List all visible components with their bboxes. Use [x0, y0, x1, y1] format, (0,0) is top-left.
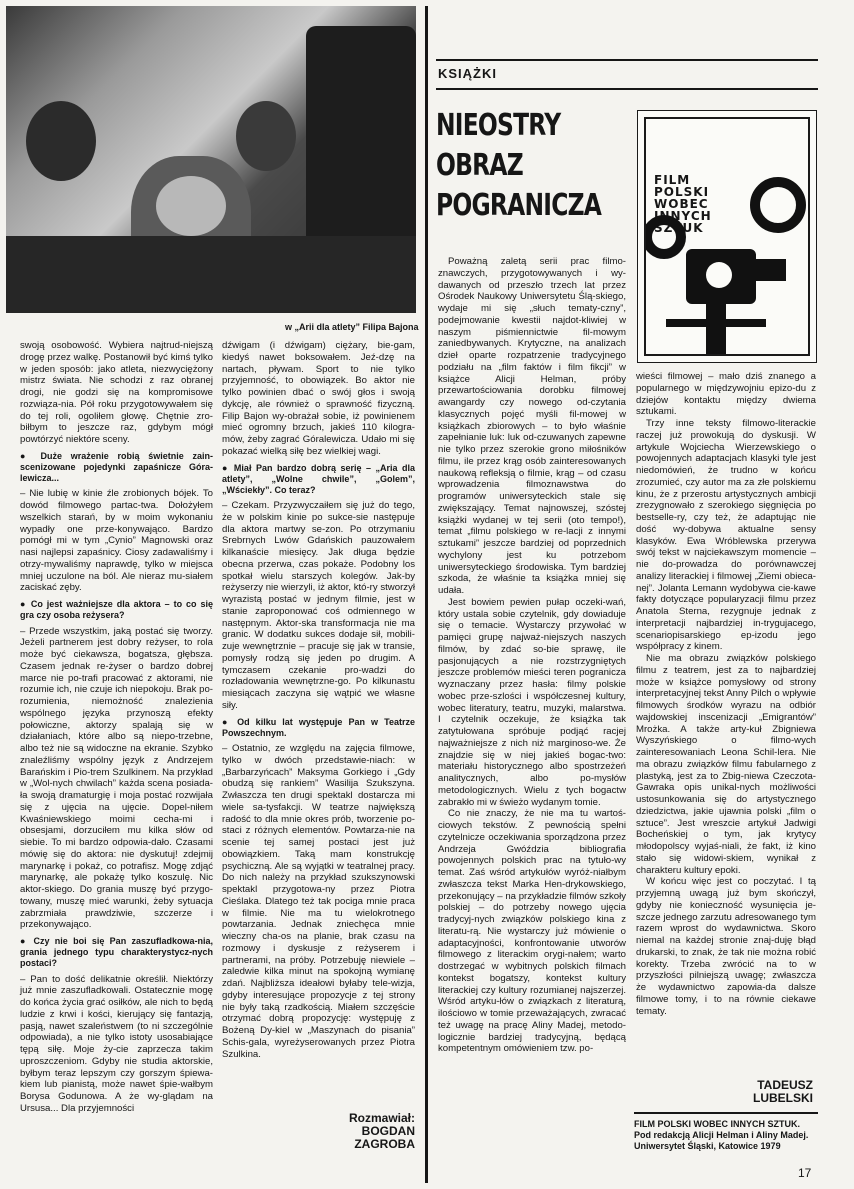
headline-line: POGRANICZA	[436, 188, 602, 223]
signature-line: Rozmawiał:	[348, 1111, 415, 1125]
paragraph: dźwigam (i dźwigam) ciężary, bie-gam, kiedyś nawet boksowałem. Jeź-dzę na nartach, pływam. Sport to nie tylko przyjemność, to obowiązek. Bo aktor nie tylko powinien dbać o swój głos i swoją dykcję, ale również o sprawność fizyczną. Filip Bajon wy-obrażał sobie, iż powinienem mieć ogromny brzuch, jakieś 110 kilogra-mów, żeby zagrać Góralewicza. Udało mi się pokazać wielką siłę bez wielkiej wagi.	[222, 340, 415, 457]
paragraph: W końcu więc jest co poczytać. I tą przyjemną uwagą już bym skończył, gdyby nie konieczność wysunięcia je-szcze jednego zarzutu adresowanego tym razem wprost do wydawnictwa. Skoro niemal na każdej stronie znaj-duję błąd drukarski, to znak, że tak nie można robić korekty. Trzeba zwrócić na to w przyszłości pilniejszą uwagę; zwłaszcza że wydawnictwo zapowia-da dalsze filmowe tomy, i to na równie ciekawe tematy.	[636, 876, 816, 1017]
interview-column-1	[20, 340, 213, 1115]
paragraph: – Ostatnio, ze względu na zajęcia filmowe, tylko w dwóch przedstawie-niach: w „Barbarzyńcach” Maksyma Gorkiego i „Gdy obudzą się rankiem” Wasilija Szukszyna. Zwłaszcza ten drugi spektakl dostarcza mi wiele sa-tysfakcji. W teatrze największą radość to dla mnie okres prób, tworzenie po-staci z różnych elementów. Powtarza-nie na scenie tej samej postaci jest już obowiązkiem. Taką mam konstrukcję psychiczną. Ale są wyjątki w teatralnej pracy. Do nich należy na przykład szukszynowski spektakl przygotowa-ny przez Piotra Cieślaka. Dlatego też tak pociga mnie praca w filmie. Nie ma tu wielokrotnego powtarzania. Jednak zniechęca mnie wieczny cha-os na planie, brak czasu na rozmowy i dyskusje z reżyserem i partnerami, na próby. Potrzebuję niewiele – zaledwie kilka minut na spokojną wymianę zdań. Najbliższa ideałowi byłaby tele-wizja, gdyby interesujące propozycje z tej strony nie były taką rzadkością. Miałem szczęście otrzymać dobrą propozycję: występuję z Bożeną Dy-kiel w „Maszynach do pisania” Schis-gala, wyreżyserowanych przez Piotra Szulkina.	[222, 743, 415, 1060]
interview-column-2	[222, 340, 415, 1060]
paragraph: Jest bowiem pewien pułap oczeki-wań, który ustala sobie czytelnik, gdy dowiaduje się o temacie. Wystarczy przywołać w pamięci grupę najważ-niejszych naszych filmów, by zdać so-bie sprawę, ile pasjonujących a nie rozstrzygniętych jeszcze problemów mieści teren pogranicza wyznaczany przez hasła: filmy polskie wobec prze-szlości i współczesnej kultury, wobec literatury, teatru, muzyki, malarstwa. I czytelnik oczekuje, że książka tak zatytułowana spróbuje podjąć racjej najważniejsze z nich niż marginoso-we. Że znajdzie się w niej jakieś bogac-two: materiału historycznego albo spostrzeżeń analitycznych, albo po-mysłów metodologicznych. Wielu z tych bogactw zabrakło mi w świeżo wydanym tomie.	[438, 596, 626, 808]
photo-caption: w „Arii dla atlety” Filipa Bajona	[285, 322, 419, 332]
cover-title-line: SZTUK	[654, 221, 704, 235]
section-rule-top	[436, 59, 818, 61]
article-headline	[436, 106, 601, 226]
author-line: TADEUSZ	[757, 1078, 813, 1092]
review-column-1	[438, 256, 626, 1055]
credit-rule	[634, 1112, 818, 1114]
interview-question: ● Duże wrażenie robią świetnie zain-scenizowane pojedynki zapaśnicze Góra-lewicza...	[20, 450, 213, 484]
paragraph: – Czekam. Przyzwyczaiłem się już do tego, że w polskim kinie po sukce-sie następuje dla aktora martwy se-zon. Po otrzymaniu Srebrnych Lwów Gdańskich pauzowałem kilkanaście miesięcy. Jak długa będzie obecna przerwa, czas pokaże. Podobny los spotkał wielu starszych kolegów. Jak-by reżyserzy nie wierzyli, iż aktor, któ-ry stworzył wyrazistą postać w jednym filmie, jest w stanie zaproponować coś odmiennego w następnym. Aktor-ska transformacja nie ma granic. W dodatku sukces dodaje sił, mobili-zuje wewnętrznie – pracuje się jak w transie, pomysły rodzą się jeden po drugim. A tymczasem czekanie pro-wadzi do rozładowania wewnętrzne-go. Po kilkunastu miesiącach zaczyna się wątpić we własne siły.	[222, 500, 415, 711]
interview-question: ● Od kilku lat występuje Pan w Teatrze Powszechnym.	[222, 716, 415, 738]
cover-title-line: POLSKI	[654, 185, 710, 199]
paragraph: wieści filmowej – mało dziś znanego a popularnego w międzywojniu epizo-du z dziejów kontaktu między dwiema sztukami.	[636, 371, 816, 418]
paragraph: swoją osobowość. Wybiera najtrud-niejszą drogę przez walkę. Postanowił być kimś tylko w jeden sposób: jako atleta, niezwyciężony mistrz świata. Nie schodzi z raz obranej drogi, nie godzi się na kompromisowe rozwiąza-nia. Pół roku przygotowywałem się do tej roli, ogoliłem głowę. Chętnie zro-biłbym to jeszcze raz, gdybym mógł powtórzyć niektóre sceny.	[20, 340, 213, 445]
review-column-2	[636, 371, 816, 1017]
actor-photo	[6, 6, 416, 313]
interview-question: ● Miał Pan bardzo dobrą serię – „Aria dla atlety”, „Wolne chwile”, „Golem”, „Wściekły”. Co teraz?	[222, 462, 415, 495]
book-credit: FILM POLSKI WOBEC INNYCH SZTUK. Pod redakcją Alicji Helman i Aliny Madej. Uniwersytet Śląski, Katowice 1979	[634, 1119, 809, 1151]
headline-line: OBRAZ	[436, 148, 523, 183]
interviewer-signature	[320, 1112, 415, 1151]
paragraph: Poważną zaletą serii prac filmo-znawczych, przygotowywanych i wy-dawanych od przeszło trzech lat przez Ośrodek Naukowy Uniwersytetu Ślą-skiego, wydaje mi się „słuch tematy-czny”, podejmowanie kwestii najdot-kliwiej w naszym piśmiennictwie fil-mowym zaniedbywanych. Krytyczne, na analizach dzieł oparte rozpatrzenie tradycyjnego podziału na „film faktów i film fikcji” w książce Alicji Helman, próby przewartościowania dorobku filmowej awangardy czy nowego od-czytania klasycznych pojęć myśli fil-mowej w książkach zbiorowych – to było właśnie zapełnianie luk: luk od-czuwanych zapewne nie tylko przez szerokie grono miłośników filmu, ile przez krąg osób zainteresowanych naukową refleksją o filmie, krąg – od czasu wprowadzenia filmoznawstwa do programów uniwersyteckich stale się zwiększający. Temat najnowszej, szóstej książki wydanej w tej serii (oto tempo!), temat „filmu polskiego w re-lacji z innymi sztukami” jeszcze bardziej od poprzednich wychylony jest ku potrzebom uniwersyteckiego środowiska. Tym bardziej szkoda, że właśnie ta książka mniej się udała.	[438, 256, 626, 596]
author-signature	[700, 1079, 813, 1105]
paragraph: Co nie znaczy, że nie ma tu wartoś-ciowych tekstów. Z pewnością spełni czytelnicze oczekiwania sporządzona przez Andrzeja Gwóździa bibliografia powojennych polskich prac na tytuło-wy temat. Zaś wśród artykułów wyróż-niałbym zwłaszcza tekst Marka Hen-drykowskiego, przekonujący – na przykładzie filmów szkoły polskiej – do potrzeby nowego ujęcia tradycyj-nych związków polskiego kina z literatu-rą. Nie wystarczy już mówienie o adaptacyjności, konfrontowanie utworów filmowego z literackim orygi-nałem; warto dostrzegać w wybitnych polskich filmach kontekst bogatszy, kontekst kultury literackiej czy kultury rozumianej najszerzej. Wśród artyku-łów o związkach z literaturą, ilościowo w tomie przeważających, zwracać też uwagę na pracę Aliny Madej, metodo-logicznie bardziej tradycyjną, będącą kompetentnym omówieniem tzw. po-	[438, 808, 626, 1055]
paragraph: Trzy inne teksty filmowo-literackie raczej już prowokują do dyskusji. W artykule Wojciecha Wierzewskiego o powojennych adaptacjach klasyki tyle jest niedomówień, że trudno w końcu zrozumieć, czy autor ma za złe polskiemu kinu, że z przerostu artystycznych ambicji zrezygnowało z szerokiego sięgnięcia po bestselle-ry, czy też, że adaptując nie dość wy-dobywa aktualne sensy klasyków. Ewa Wróblewska przerywa swój tekst w najciekawszym momencie – nie do-prowadza do porównawczej analizy literackiej i filmowej „Ziemi obieca-nej”. Jolanta Lemann wydobywa cie-kawe fakty dotyczące popularyzacji filmu przez Anatola Sterna, rezygnuje jednak z interpretacji najbardziej in-trygujacego, scenariopisarskiego ep-izodu jego współpracy z kinem.	[636, 418, 816, 653]
cover-title-line: WOBEC	[654, 197, 709, 211]
section-rule-bottom	[436, 88, 818, 90]
paragraph: – Pan to dość delikatnie określił. Niektórzy już mnie zaszufladkowali. Ostatecznie mogę do końca życia grać osiłków, ale nich to będą ludzie z krwi i kości, kierujący się fantazją, pasją, nawet szaleństwem (to ni szczególnie odpowiada), a nie tylko istoty usosabiające tępą siłę. Moje ży-cie zaprzecza takim uproszczeniom. Gdyby nie studia aktorskie, byłbym teraz lepszym czy gorszym śpiewa-kiem lub pianistą, może nawet śpie-wałbym Borysa Godunowa. A że wy-glądam na Ursusa... Dla przyjemności	[20, 973, 213, 1114]
page-gutter	[425, 6, 428, 1183]
interview-question: ● Czy nie boi się Pan zaszufladkowa-nia, grania jednego typu charakterystycz-nych postaci?	[20, 936, 213, 969]
book-cover	[637, 110, 817, 363]
section-label: KSIĄŻKI	[438, 66, 497, 81]
interview-question: ● Co jest ważniejsze dla aktora – to co się gra czy osoba reżysera?	[20, 599, 213, 621]
headline-line: NIEOSTRY	[436, 108, 561, 143]
paragraph: – Przede wszystkim, jaką postać się tworzy. Jeżeli partnerem jest dobry reżyser, to rola może być ciekawsza, bogatsza, głębsza. Czasem jednak re-żyser o bardzo dobrej marce nie po-trafi pracować z aktorami, nie rozumie ich, nie czuje ich niepokoju. Brak po-rozumienia, niemożność znalezienia wspólnego języka przynoszą efekty połowiczne, aktorzy spalają się w działaniach, które albo są niepo-trzebne, albo też nie są widoczne na ekranie. Szybko znaleźliśmy wspólny język z Andrzejem Barańskim i Pio-trem Szulkinem. Na przykład w „Wol-nych chwilach” każda scena posiada-ła swoją dramaturgię i moja postać rozwijała się z ujęcia na ujęcie. Dopel-niłem Kwaśniewskiego moimi cecha-mi i obsesjami, dorzuciłem mu kilka słów od siebie. To mi bardzo odpowia-dało. Czasami mówię się do aktora: nie dyskutuj! zdejmij marynarkę i pokaż, co potrafisz. Mogę zdjąć marynarkę, ale pokażę tylko koszulę. Nic aktor-skiego. Do grania muszę być przygo-towany, muszę mieć warunki, żeby sytuacja zabrzmiała prawdziwie, szczerze i przekonywająco.	[20, 625, 213, 931]
author-line: LUBELSKI	[753, 1091, 813, 1105]
paragraph: Nie ma obrazu związków polskiego filmu z teatrem, jest za to najbardziej może w książce pomysłowy od strony interpretacyjnej tekst Anny Pilch o wpływie filmowych środków wyrazu na odbiór wajdowskiej inscenizacji „Emigrantów” Mrożka. A także arty-kuł Zbigniewa Wyszyńskiego o filmo-wych zainteresowaniach Leona Schil-lera. Nie ma obrazu związków filmu fabularnego z plastyką, jest za to Zbig-niewa Czeczota-Gawraka opis unikal-nych możliwości ustosunkowania się do artystycznego dziedzictwa, jakie ujawnia polski „film o sztuce”. Jest wreszcie artykuł Jadwigi Bocheńskiej o tym, jak krytycy młodopolscy wyjaś-niali, że fakt, iż kino stało się widowi-skiem, wynikał z charakteru kultury epoki.	[636, 653, 816, 876]
cover-title-line: INNYCH	[654, 209, 712, 223]
signature-line: BOGDAN	[361, 1124, 415, 1138]
page-number: 17	[798, 1166, 812, 1180]
paragraph: – Nie lubię w kinie źle zrobionych bójek. To dowód filmowego partac-twa. Dołożyłem wszelkich starań, by w moim wykonaniu wypadły one prze-konywająco. Bardzo pomógł mi w tym „Cynio” Magnowski oraz nasi najlepsi zapaśnicy. Ciosy zadawaliśmy i otrzy-mywaliśmy naprawdę, tylko w miejsca mniej uczulone na ból. Ale nieraz mu-siałem zaciskać zęby.	[20, 488, 213, 594]
cover-title-line: FILM	[654, 173, 691, 187]
signature-line: ZAGROBA	[354, 1137, 415, 1151]
